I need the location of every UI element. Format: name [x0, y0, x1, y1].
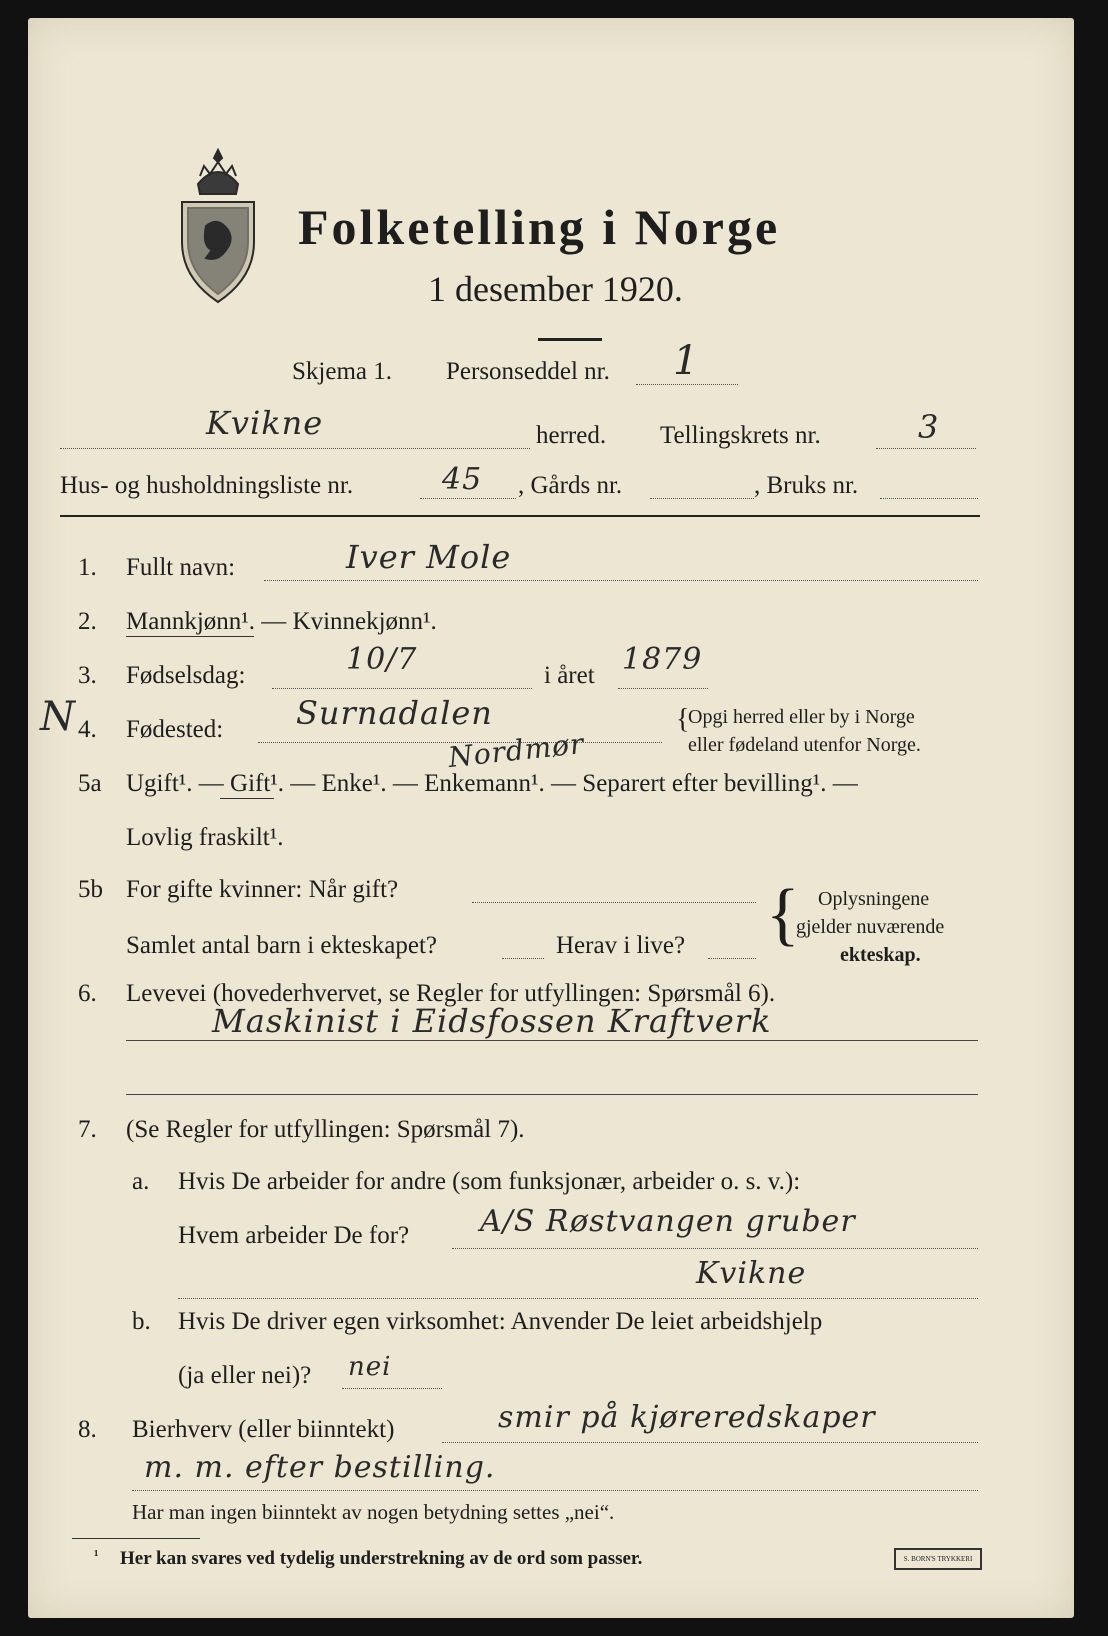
- husholdning-label: Hus- og husholdningsliste nr.: [60, 472, 354, 499]
- q8-number: 8.: [78, 1416, 97, 1443]
- hired-help-value[interactable]: nei: [348, 1352, 392, 1382]
- q1-number: 1.: [78, 554, 97, 581]
- herred-label: herred.: [536, 422, 607, 449]
- q5a-label-2: Lovlig fraskilt¹.: [126, 824, 284, 851]
- personseddel-label: Personseddel nr.: [446, 358, 610, 385]
- q1-label: Fullt navn:: [126, 554, 236, 581]
- q7a-number: a.: [132, 1168, 150, 1195]
- q6-label: Levevei (hovederhvervet, se Regler for utfyllingen: Spørsmål 6).: [126, 980, 776, 1007]
- personseddel-value[interactable]: 1: [673, 338, 700, 384]
- occupation-value[interactable]: Maskinist i Eidsfossen Kraftverk: [212, 1002, 772, 1040]
- q7a-label: Hvis De arbeider for andre (som funksjonær, arbeider o. s. v.):: [178, 1168, 801, 1195]
- margin-mark: N: [40, 694, 76, 740]
- q2-underline-mannkjonn: [126, 636, 254, 637]
- q2-number: 2.: [78, 608, 97, 635]
- tellingskrets-label: Tellingskrets nr.: [660, 422, 821, 449]
- q7b-number: b.: [132, 1308, 151, 1335]
- q5b-label: For gifte kvinner: Når gift?: [126, 876, 399, 903]
- q3-number: 3.: [78, 662, 97, 689]
- q7b-label: Hvis De driver egen virksomhet: Anvender De leiet arbeidshjelp: [178, 1308, 823, 1335]
- q3-label: Fødselsdag:: [126, 662, 246, 689]
- coat-of-arms-icon: [176, 146, 260, 306]
- q5b-label-3: Herav i live?: [556, 932, 686, 959]
- q7-number: 7.: [78, 1116, 97, 1143]
- q5b-brace: {: [766, 876, 800, 953]
- census-form: [28, 18, 1074, 1618]
- employer-value-2[interactable]: Kvikne: [696, 1256, 807, 1291]
- birthday-value[interactable]: 10/7: [346, 642, 418, 677]
- title-divider: [538, 338, 602, 341]
- birth-year-value[interactable]: 1879: [622, 642, 703, 677]
- q5b-note-2: gjelder nuværende: [796, 916, 945, 938]
- q7-label: (Se Regler for utfyllingen: Spørsmål 7).: [126, 1116, 525, 1143]
- q5b-number: 5b: [78, 876, 103, 903]
- footnote-text: Her kan svares ved tydelig understrekning av de ord som passer.: [120, 1548, 643, 1569]
- q4-note-2: eller fødeland utenfor Norge.: [688, 734, 921, 756]
- husholdning-value[interactable]: 45: [442, 462, 483, 497]
- q3-year-label: i året: [544, 662, 595, 689]
- side-income-value-2[interactable]: m. m. efter bestilling.: [144, 1450, 496, 1485]
- gards-label: , Gårds nr.: [518, 472, 623, 499]
- footnote-rule: [72, 1538, 200, 1539]
- q4-label: Fødested:: [126, 716, 224, 743]
- q8-note: Har man ingen biinntekt av nogen betydning settes „nei“.: [132, 1500, 615, 1524]
- q2-label: Mannkjønn¹. — Kvinnekjønn¹.: [126, 608, 437, 635]
- q5b-label-2: Samlet antal barn i ekteskapet?: [126, 932, 437, 959]
- q5b-note-3: ekteskap.: [840, 944, 921, 966]
- herred-value[interactable]: Kvikne: [206, 404, 324, 442]
- employer-value[interactable]: A/S Røstvangen gruber: [480, 1204, 856, 1239]
- q8-label: Bierhverv (eller biinntekt): [132, 1416, 395, 1443]
- side-income-value[interactable]: smir på kjøreredskaper: [498, 1400, 876, 1435]
- birthplace-value[interactable]: Surnadalen: [296, 694, 493, 732]
- full-name-value[interactable]: Iver Mole: [346, 538, 512, 576]
- birthplace-value-2[interactable]: Nordmør: [446, 726, 586, 775]
- q7b-label-2: (ja eller nei)?: [178, 1362, 312, 1389]
- bruks-label: , Bruks nr.: [754, 472, 859, 499]
- q4-number: 4.: [78, 716, 97, 743]
- q4-brace: {: [676, 704, 690, 735]
- tellingskrets-value[interactable]: 3: [918, 408, 940, 446]
- q5a-label: Ugift¹. — Gift¹. — Enke¹. — Enkemann¹. — Separert efter bevilling¹. —: [126, 770, 858, 797]
- q4-note-1: Opgi herred eller by i Norge: [688, 706, 915, 728]
- census-date: 1 desember 1920.: [428, 269, 683, 309]
- printer-mark: S. BORN'S TRYKKERI: [894, 1548, 982, 1570]
- q6-number: 6.: [78, 980, 97, 1007]
- skjema-label: Skjema 1.: [292, 358, 392, 385]
- header-rule: [60, 515, 980, 517]
- form-title: Folketelling i Norge: [298, 199, 781, 255]
- q5a-number: 5a: [78, 770, 102, 797]
- footnote-number: ¹: [94, 1548, 99, 1564]
- q5b-note-1: Oplysningene: [818, 888, 930, 910]
- q5a-underline-gift: [220, 798, 274, 799]
- q7a-label-2: Hvem arbeider De for?: [178, 1222, 410, 1249]
